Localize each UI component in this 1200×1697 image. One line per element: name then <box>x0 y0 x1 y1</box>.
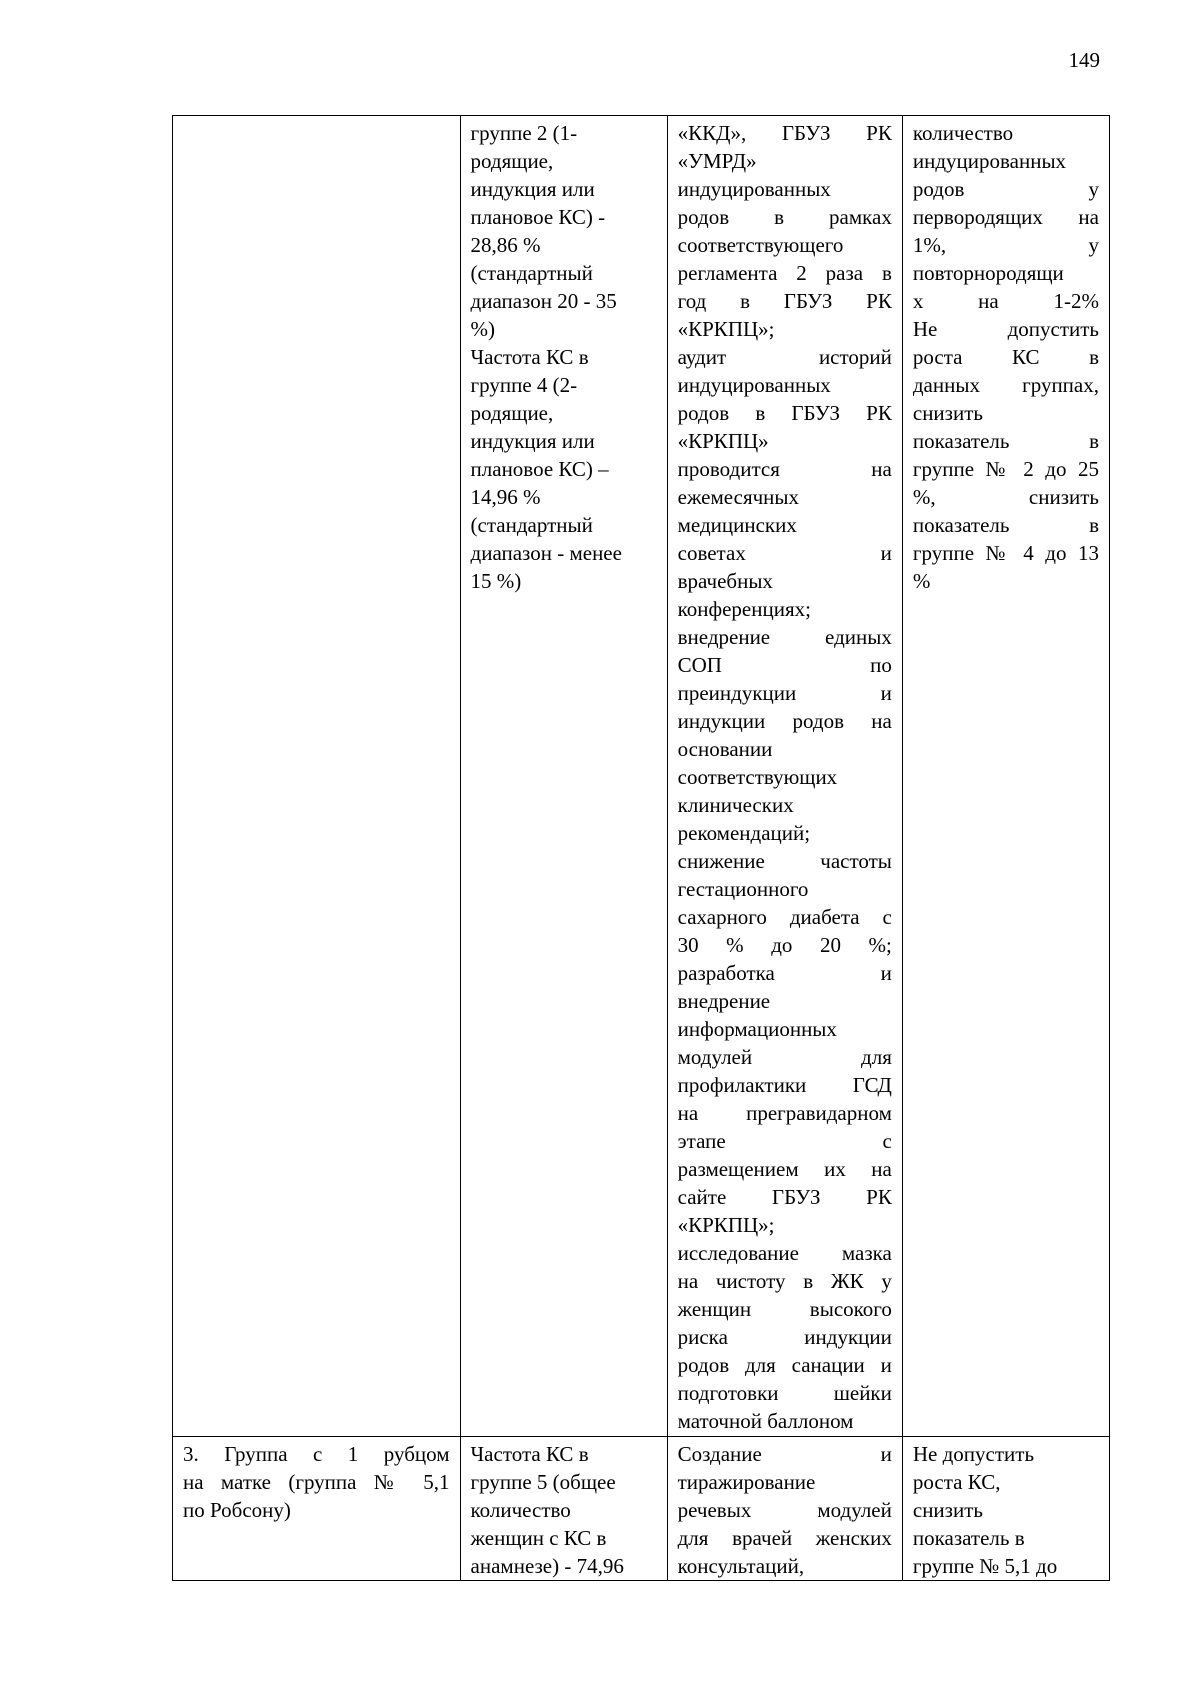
cell-text-line: гестационного <box>677 877 809 901</box>
cell-text-line: показатель в <box>912 429 1099 453</box>
cell-text-line: анамнезе) - 74,96 <box>470 1554 624 1578</box>
cell-text-line: внедрение <box>677 989 771 1013</box>
cell-text-line: маточной баллоном <box>677 1409 854 1433</box>
cell-text-line: сахарного диабета с <box>677 905 892 929</box>
table-cell-row2-col3 <box>667 1437 902 1581</box>
cell-text-line: % <box>912 569 931 593</box>
cell-text-line: преиндукции и <box>677 681 892 705</box>
cell-text-line: роста КС в <box>912 345 1099 369</box>
cell-text-line: показатель в <box>912 1526 1025 1550</box>
cell-text-line: основании <box>677 737 773 761</box>
table-row <box>173 116 1110 1437</box>
cell-text-line: 3. Группа с 1 рубцом <box>183 1442 450 1466</box>
cell-text-line: %) <box>470 317 496 341</box>
cell-text-line: группе 4 (2- <box>470 373 578 397</box>
cell-text-line: количество <box>470 1498 571 1522</box>
cell-text-line: на прегравидарном <box>677 1101 892 1125</box>
cell-text-line: модулей для <box>677 1045 892 1069</box>
cell-text-line: рекомендаций; <box>677 821 811 845</box>
cell-text-line: «КРКПЦ»; <box>677 317 775 341</box>
cell-text-line: диапазон - менее <box>470 541 622 565</box>
cell-text-line: %, снизить <box>912 485 1099 509</box>
cell-text-line: индуцированных <box>912 149 1067 173</box>
cell-text-line: внедрение единых <box>677 625 892 649</box>
cell-text-line: (стандартный <box>470 261 593 285</box>
cell-text-line: х на 1-2% <box>912 289 1099 313</box>
cell-text-line: исследование мазка <box>677 1241 892 1265</box>
cell-text-line: показатель в <box>912 513 1099 537</box>
cell-text-line: женщин с КС в <box>470 1526 607 1550</box>
cell-text-line: подготовки шейки <box>677 1381 892 1405</box>
cell-text-line: родов у <box>912 177 1099 201</box>
cell-text-line: регламента 2 раза в <box>677 261 892 285</box>
cell-text-line: родов в рамках <box>677 205 892 229</box>
cell-text-line: снижение частоты <box>677 849 892 873</box>
cell-text-line: плановое КС) - <box>470 205 606 229</box>
cell-text-line: речевых модулей <box>677 1498 892 1522</box>
cell-text-line: соответствующего <box>677 233 844 257</box>
table-cell-row1-col1 <box>173 116 461 1437</box>
cell-text-line: 15 %) <box>470 569 522 593</box>
cell-text-line: группе 2 (1- <box>470 121 578 145</box>
table-cell-row2-col4 <box>902 1437 1109 1581</box>
cell-text-line: «КРКПЦ» <box>677 429 769 453</box>
cell-text-line: клинических <box>677 793 794 817</box>
cell-text-line: ежемесячных <box>677 485 800 509</box>
cell-text-line: информационных <box>677 1017 837 1041</box>
cell-text-line: 30 % до 20 %; <box>677 933 892 957</box>
cell-text-line: советах и <box>677 541 892 565</box>
cell-text-line: консультаций, <box>677 1554 805 1578</box>
cell-text-line: 14,96 % <box>470 485 541 509</box>
cell-text-line: индукции родов на <box>677 709 892 733</box>
cell-text-line: индуцированных <box>677 177 831 201</box>
table-cell-row1-col2 <box>460 116 667 1437</box>
cell-text-line: Частота КС в <box>470 345 589 369</box>
cell-text-line: группе № 5,1 до <box>912 1554 1058 1578</box>
cell-text-line: Не допустить <box>912 1442 1035 1466</box>
cell-text-line: 1%, у <box>912 233 1099 257</box>
cell-text-line: Не допустить <box>912 317 1099 341</box>
table-cell-row2-col1 <box>173 1437 461 1581</box>
cell-text-line: «УМРД» <box>677 149 757 173</box>
cell-text-line: группе № 2 до 25 <box>912 457 1099 481</box>
cell-text-line: тиражирование <box>677 1470 816 1494</box>
cell-text-line: для врачей женских <box>677 1526 892 1550</box>
cell-text-line: аудит историй <box>677 345 892 369</box>
page-number: 149 <box>1068 48 1100 72</box>
cell-text-line: «КРКПЦ»; <box>677 1213 775 1237</box>
cell-text-line: профилактики ГСД <box>677 1073 892 1097</box>
cell-text-line: 28,86 % <box>470 233 541 257</box>
cell-text-line: индукция или <box>470 429 595 453</box>
cell-text-line: первородящих на <box>912 205 1099 229</box>
cell-text-line: плановое КС) – <box>470 457 609 481</box>
cell-text-line: СОП по <box>677 653 892 677</box>
cell-text-line: родов для санации и <box>677 1353 892 1377</box>
cell-text-line: проводится на <box>677 457 892 481</box>
cell-text-line: врачебных <box>677 569 773 593</box>
cell-text-line: соответствующих <box>677 765 838 789</box>
cell-text-line: риска индукции <box>677 1325 892 1349</box>
cell-text-line: на матке (группа № 5,1 <box>183 1470 450 1494</box>
cell-text-line: количество <box>912 121 1014 145</box>
cell-text-line: по Робсону) <box>183 1498 291 1522</box>
cell-text-line: группе № 4 до 13 <box>912 541 1099 565</box>
cell-text-line: сайте ГБУЗ РК <box>677 1185 892 1209</box>
cell-text-line: данных группах, <box>912 373 1099 397</box>
cell-text-line: группе 5 (общее <box>470 1470 616 1494</box>
cell-text-line: «ККД», ГБУЗ РК <box>677 121 892 145</box>
cell-text-line: Частота КС в <box>470 1442 589 1466</box>
cell-text-line: повторнородящи <box>912 261 1064 285</box>
cell-text-line: родов в ГБУЗ РК <box>677 401 892 425</box>
table-cell-row1-col3 <box>667 116 902 1437</box>
cell-text-line: снизить <box>912 401 983 425</box>
table-row <box>173 1437 1110 1581</box>
cell-text-line: конференциях; <box>677 597 811 621</box>
cell-text-line: год в ГБУЗ РК <box>677 289 892 313</box>
cell-text-line: Создание и <box>677 1442 892 1466</box>
cell-text-line: диапазон 20 - 35 <box>470 289 617 313</box>
cell-text-line: размещением их на <box>677 1157 892 1181</box>
cell-text-line: индуцированных <box>677 373 831 397</box>
cell-text-line: этапе с <box>677 1129 892 1153</box>
cell-text-line: родящие, <box>470 401 554 425</box>
cell-text-line: на чистоту в ЖК у <box>677 1269 892 1293</box>
cell-text-line: индукция или <box>470 177 595 201</box>
cell-text-line: медицинских <box>677 513 797 537</box>
cell-text-line: снизить <box>912 1498 983 1522</box>
cell-text-line: (стандартный <box>470 513 593 537</box>
cell-text-line: женщин высокого <box>677 1297 892 1321</box>
cell-text-line: роста КС, <box>912 1470 1001 1494</box>
table-cell-row2-col2 <box>460 1437 667 1581</box>
document-table <box>172 115 1110 1581</box>
cell-text-line: разработка и <box>677 961 892 985</box>
cell-text-line: родящие, <box>470 149 554 173</box>
table-cell-row1-col4 <box>902 116 1109 1437</box>
